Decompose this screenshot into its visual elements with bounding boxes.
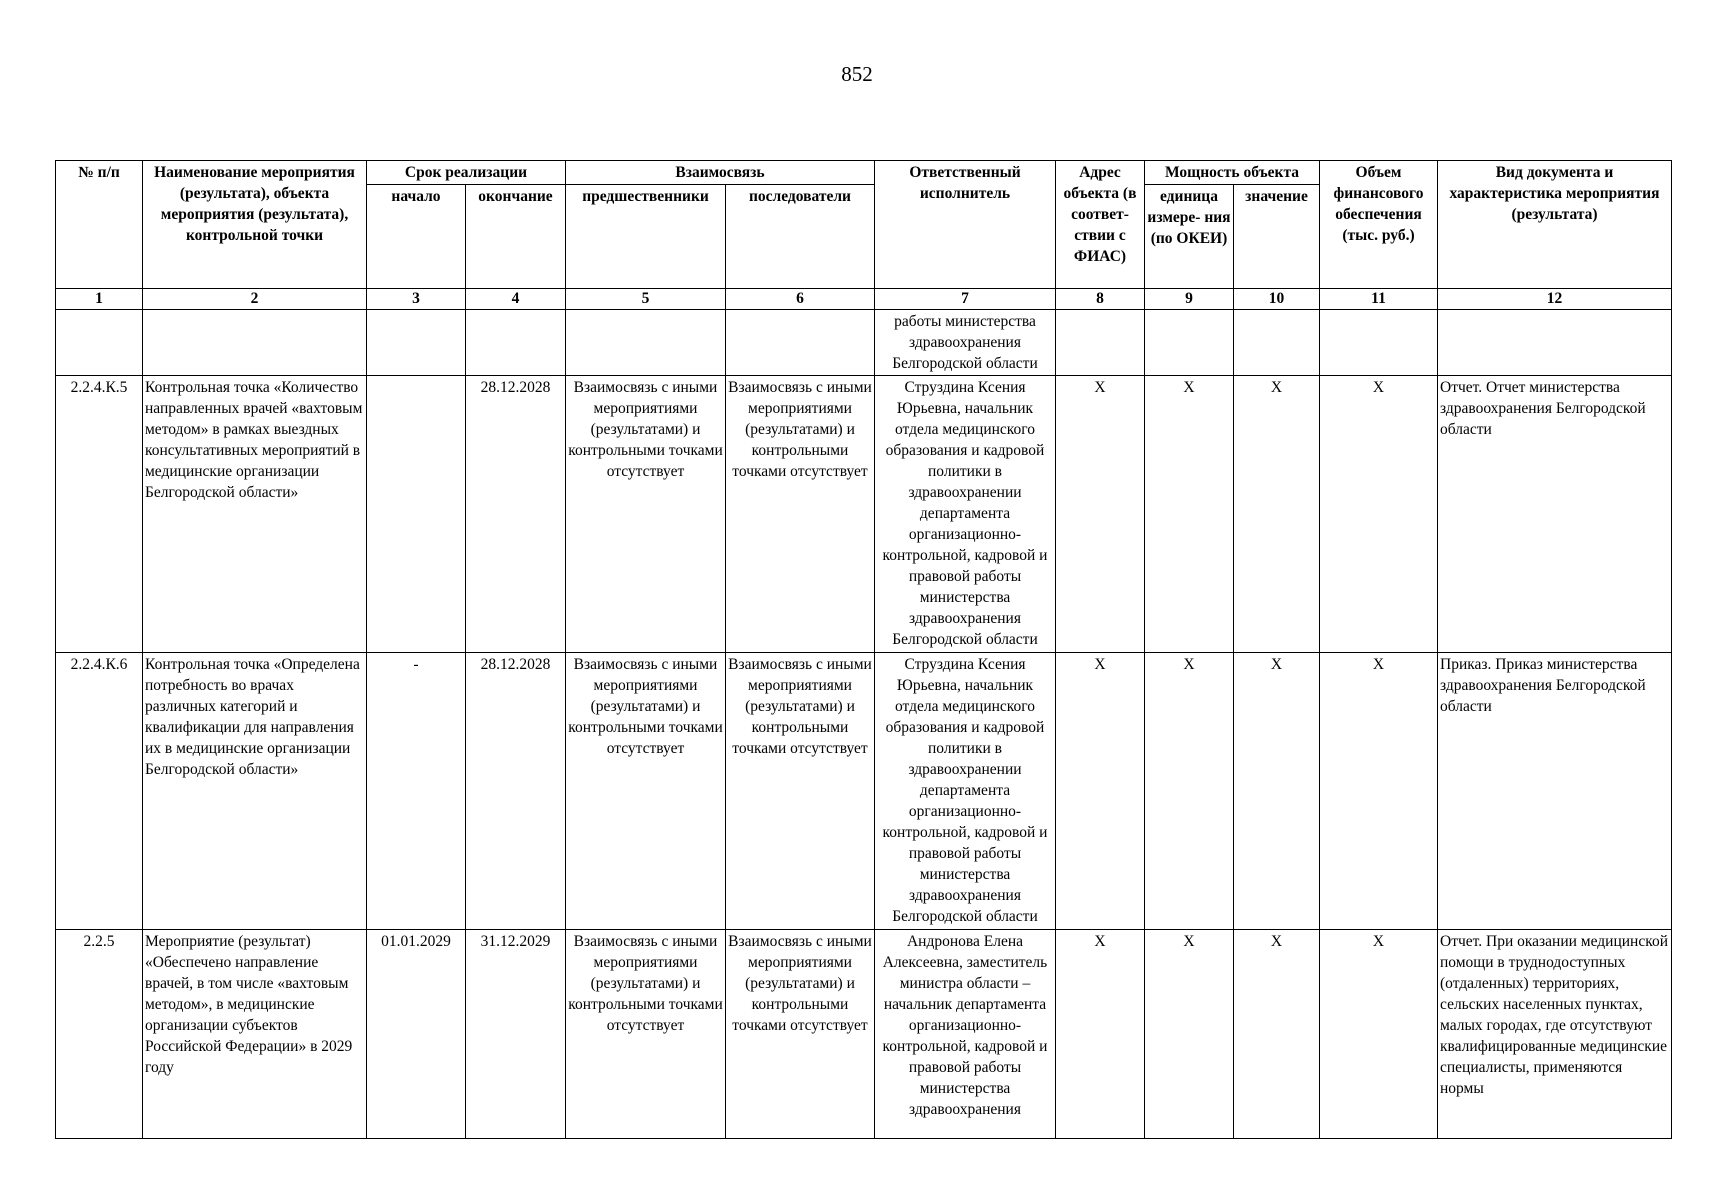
cell-unit: X [1145, 653, 1234, 930]
cell-address: X [1056, 376, 1145, 653]
header-finance: Объем финансового обеспечения (тыс. руб.) [1320, 161, 1438, 289]
cell-succ: Взаимосвязь с иными мероприятиями (результатами) и контрольными точками отсутствует [726, 930, 875, 1139]
cell-responsible: работы министерства здравоохранения Белгородской области [875, 310, 1056, 376]
cell-end: 31.12.2029 [466, 930, 566, 1139]
cell-name: Мероприятие (результат) «Обеспечено направление врачей, в том числе «вахтовым методом», в медицинские организации субъектов Российской Федерации» в 2029 году [143, 930, 367, 1139]
cell-doc: Отчет. Отчет министерства здравоохранения Белгородской области [1438, 376, 1672, 653]
cell-start: - [367, 653, 466, 930]
table-row-continuation [56, 310, 1672, 376]
cell-num: 2.2.5 [56, 930, 143, 1139]
column-number: 5 [566, 289, 726, 310]
cell-finance: X [1320, 930, 1438, 1139]
cell-name: Контрольная точка «Количество направленных врачей «вахтовым методом» в рамках выездных консультативных мероприятий в медицинские организации Белгородской области» [143, 376, 367, 653]
cell-address: X [1056, 930, 1145, 1139]
cell-value: X [1234, 653, 1320, 930]
header-capacity: Мощность объекта [1145, 161, 1320, 185]
cell-num: 2.2.4.К.5 [56, 376, 143, 653]
cell-pred: Взаимосвязь с иными мероприятиями (результатами) и контрольными точками отсутствует [566, 653, 726, 930]
page-number: 852 [841, 62, 873, 86]
cell-pred: Взаимосвязь с иными мероприятиями (результатами) и контрольными точками отсутствует [566, 376, 726, 653]
header-responsible: Ответственный исполнитель [875, 161, 1056, 289]
header-num: № п/п [56, 161, 143, 289]
column-number: 8 [1056, 289, 1145, 310]
cell-succ: Взаимосвязь с иными мероприятиями (результатами) и контрольными точками отсутствует [726, 376, 875, 653]
table-row [56, 653, 1672, 930]
cell-finance: X [1320, 653, 1438, 930]
header-name: Наименование мероприятия (результата), объекта мероприятия (результата), контрольной точки [143, 161, 367, 289]
table-row [56, 376, 1672, 653]
header-relation-pred: предшественники [566, 185, 726, 289]
column-number: 2 [143, 289, 367, 310]
header-address: Адрес объекта (в соответ- ствии с ФИАС) [1056, 161, 1145, 289]
cell-succ: Взаимосвязь с иными мероприятиями (результатами) и контрольными точками отсутствует [726, 653, 875, 930]
cell-responsible: Андронова Елена Алексеевна, заместитель министра области – начальник департамента организационно-контрольной, кадровой и правовой работы министерства здравоохранения [875, 930, 1056, 1139]
header-capacity-unit: единица измере- ния (по ОКЕИ) [1145, 185, 1234, 289]
column-number: 1 [56, 289, 143, 310]
column-number: 9 [1145, 289, 1234, 310]
cell-doc: Приказ. Приказ министерства здравоохранения Белгородской области [1438, 653, 1672, 930]
header-relation-succ: последователи [726, 185, 875, 289]
column-number: 6 [726, 289, 875, 310]
cell-start: 01.01.2029 [367, 930, 466, 1139]
header-term-start: начало [367, 185, 466, 289]
column-number: 4 [466, 289, 566, 310]
column-number-row [56, 289, 1672, 310]
cell-value: X [1234, 376, 1320, 653]
header-term-end: окончание [466, 185, 566, 289]
cell-value: X [1234, 930, 1320, 1139]
cell-end: 28.12.2028 [466, 376, 566, 653]
column-number: 3 [367, 289, 466, 310]
cell-doc: Отчет. При оказании медицинской помощи в труднодоступных (отдаленных) территориях, сельских населенных пунктах, малых городах, где отсутствуют квалифицированные медицинские специалисты, применяются нормы [1438, 930, 1672, 1139]
cell-address: X [1056, 653, 1145, 930]
table-row [56, 930, 1672, 1139]
cell-pred: Взаимосвязь с иными мероприятиями (результатами) и контрольными точками отсутствует [566, 930, 726, 1139]
cell-end: 28.12.2028 [466, 653, 566, 930]
cell-start [367, 376, 466, 653]
cell-name: Контрольная точка «Определена потребность во врачах различных категорий и квалификации для направления их в медицинские организации Белгородской области» [143, 653, 367, 930]
header-doc: Вид документа и характеристика мероприятия (результата) [1438, 161, 1672, 289]
header-capacity-value: значение [1234, 185, 1320, 289]
column-number: 12 [1438, 289, 1672, 310]
column-number: 7 [875, 289, 1056, 310]
column-number: 10 [1234, 289, 1320, 310]
cell-unit: X [1145, 376, 1234, 653]
header-term: Срок реализации [367, 161, 566, 185]
table-header [56, 161, 1672, 310]
column-number: 11 [1320, 289, 1438, 310]
header-relation: Взаимосвязь [566, 161, 875, 185]
cell-unit: X [1145, 930, 1234, 1139]
cell-finance: X [1320, 376, 1438, 653]
cell-num: 2.2.4.К.6 [56, 653, 143, 930]
cell-responsible: Струздина Ксения Юрьевна, начальник отдела медицинского образования и кадровой политики в здравоохранении департамента организационно-контрольной, кадровой и правовой работы министерства здравоохранения Белгородской области [875, 653, 1056, 930]
activities-table [55, 160, 1672, 1139]
cell-responsible: Струздина Ксения Юрьевна, начальник отдела медицинского образования и кадровой политики в здравоохранении департамента организационно-контрольной, кадровой и правовой работы министерства здравоохранения Белгородской области [875, 376, 1056, 653]
